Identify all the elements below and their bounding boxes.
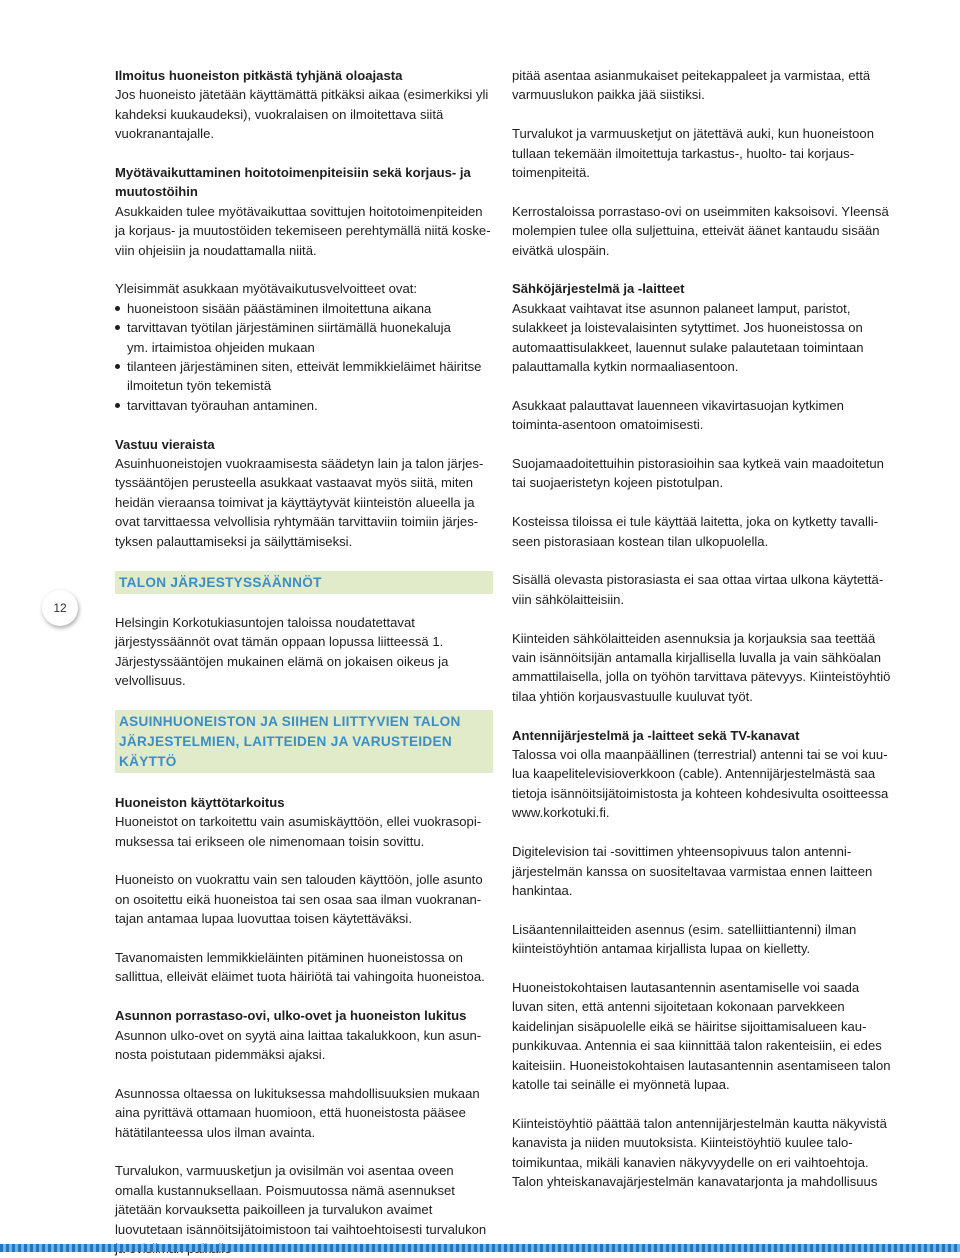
section-band-house-rules: TALON JÄRJESTYSSÄÄNNÖT [115,571,493,594]
section-electrical-system [512,279,892,376]
list-item [115,357,493,396]
paragraph: Asukkaat vaihtavat itse asunnon palaneet lamput, paristot, sulakkeet ja loistevalaisinten sytyttimet. Jos huoneistossa on automaattisulakkeet, lauennut sulake palautetaan toimintaan palauttamalla kytkin normaaliasentoon. [512,300,864,375]
section-maintenance-cooperation [115,163,493,260]
list-item-text: tarvittavan työtilan järjestäminen siirtämällä huonekaluja [127,320,451,336]
section-heading: Ilmoitus huoneiston pitkästä tyhjänä oloajasta [115,68,403,83]
section-heading: Vastuu vieraista [115,436,215,452]
paragraph: Tavanomaisten lemmikkieläinten pitäminen huoneistossa on sallittua, elleivät eläimet tuota häiriötä tai vahingoita huoneistoa. [115,949,485,985]
list-item-text: huoneistoon sisään päästäminen ilmoitettuna aikana [127,300,432,316]
list-item [115,299,493,318]
bullet-icon [115,325,120,330]
page-number-badge [42,590,78,626]
paragraph: Helsingin Korkotukiasuntojen taloissa noudatettavat järjestyssäännöt ovat tämän oppaan lopussa liitteessä 1. Järjestyssääntöjen mukainen elämä on jokaisen oikeus ja velvollisuus. [115,614,449,689]
bullet-icon [115,364,120,369]
obligations-intro: Yleisimmät asukkaan myötävaikutusvelvoitteet ovat: [115,281,418,297]
paragraph: pitää asentaa asianmukaiset peitekappaleet ja varmistaa, että varmuuslukon paikka jää siistiksi. [512,68,871,103]
left-column [115,66,493,1258]
section-heading: Sähköjärjestelmä ja -laitteet [512,281,685,297]
section-vacancy-notice [115,66,493,144]
paragraph: Asunnon ulko-ovet on syytä aina laittaa takalukkoon, kun asunnosta poistutaan pidemmäksi ajaksi. [115,1027,482,1062]
section-apartment-purpose [115,793,493,851]
section-heading: Myötävaikuttaminen hoitotoimenpiteisiin sekä korjaus- ja muutostöihin [115,165,471,200]
bullet-icon [115,403,120,408]
paragraph: Huoneistot on tarkoitettu vain asumiskäyttöön, ellei vuokrasopimuksessa tai erikseen ole nimenomaan toisin sovittu. [115,814,482,849]
paragraph: Asuinhuoneistojen vuokraamisesta säädetyn lain ja talon järjestyssääntöjen perusteella asukkaat vastaavat myös siitä, miten heidän vieraansa toimivat ja käyttäytyvät kiinteistön alueella ja ovat tarvittaessa velvollisia ryhtymään tarvittaviin toimiin järjestyksen palauttamiseksi ja säilyttämiseksi. [115,456,484,549]
paragraph: Kerrostaloissa porrastaso-ovi on useimmiten kaksoisovi. Yleensä molempien tulee olla suljettuina, etteivät äänet kantaudu sisään eivätkä ulospäin. [512,203,889,258]
bullet-icon [115,306,120,311]
section-band-apartment-use: ASUINHUONEISTON JA SIIHEN LIITTYVIEN TALON JÄRJESTELMIEN, LAITTEIDEN JA VARUSTEIDEN KÄYTTÖ [115,710,493,773]
paragraph: Asukkaat palauttavat lauenneen vikavirtasuojan kytkimen toiminta-asentoon omatoimisesti. [512,397,844,433]
right-column [512,66,892,1191]
footer-stripe [0,1244,960,1252]
paragraph: Turvalukon, varmuusketjun ja ovisilmän voi asentaa oveen omalla kustannuksellaan. Poismuutossa nämä asennukset jätetään korvauksetta paikoilleen ja turvalukon avaimet luovutetaan isännöitsijätoimistoon tai vaihtoehtoisesti turvalukon [115,1163,487,1237]
list-item [115,396,493,415]
paragraph: Kiinteiden sähkölaitteiden asennuksia ja korjauksia saa teettää vain isännöitsijän antamalla kirjallisella luvalla ja vain sähköalan ammattilaisella, jolla on työhön tarvittava pätevyys. Kiinteistöyhtiö tilaa yhtiön korjausvastuulle kuuluvat työt. [512,630,891,704]
list-item-continuation: ym. irtaimistoa ohjeiden mukaan [127,339,315,355]
section-heading: Antennijärjestelmä ja -laitteet sekä TV-kanavat [512,727,800,743]
section-heading: Asunnon porrastaso-ovi, ulko-ovet ja huoneiston lukitus [115,1008,467,1024]
section-guest-responsibility [115,435,493,551]
list-item-text: tarvittavan työrauhan antaminen. [127,397,318,413]
paragraph: Sisällä olevasta pistorasiasta ei saa ottaa virtaa ulkona käytettäviin sähkölaitteisiin. [512,572,884,607]
section-doors-and-locks [115,1006,493,1064]
section-heading: Huoneiston käyttötarkoitus [115,794,285,810]
paragraph: Asukkaiden tulee myötävaikuttaa sovittujen hoitotoimenpiteiden ja korjaus- ja muutostöiden tekemiseen perehtymällä niitä koskeviin ohjeisiin ja noudattamalla niitä. [115,203,491,258]
list-item [115,318,493,337]
paragraph: Kosteissa tiloissa ei tule käyttää laitetta, joka on kytketty tavalliseen pistorasiaan kostean tilan ulkopuolella. [512,514,879,549]
page-number: 12 [53,601,67,615]
paragraph: Jos huoneisto jätetään käyttämättä pitkäksi aikaa (esimerkiksi yli kahdeksi kuukaudeksi), vuokralaisen on ilmoitettava siitä vuokranantajalle. [115,87,489,142]
paragraph: Asunnossa oltaessa on lukituksessa mahdollisuuksien mukaan aina pyrittävä ottamaan huomioon, että huoneistosta pääsee hätätilanteessa ulos ilman avainta. [115,1085,480,1140]
paragraph: Lisäantennilaitteiden asennus (esim. satelliittiantenni) ilman kiinteistöyhtiön antamaa kirjallista lupaa on kielletty. [512,921,857,957]
paragraph: Digitelevision tai -sovittimen yhteensopivuus talon antennijärjestelmän kanssa on suositeltavaa varmistaa ennen laitteen hankintaa. [512,844,873,898]
paragraph: Huoneisto on vuokrattu vain sen talouden käyttöön, jolle asunto on osoitettu eikä huoneistoa tai sen osaa saa ilman vuokranantajan antamaa lupaa luovuttaa toisen käytettäväksi. [115,872,483,927]
paragraph: Kiinteistöyhtiö päättää talon antennijärjestelmän kautta näkyvistä kanavista ja niiden muutoksista. Kiinteistöyhtiö kuulee talotoimikuntaa, mikäli kanavien näkyvyydelle on eri vaihtoehtoja. Talon yhteiskanavajärjestelmän kanavatarjonta ja mahdollisuus [512,1115,887,1189]
paragraph: Talossa voi olla maanpäällinen (terrestrial) antenni tai se voi kuulua kaapelitelevisioverkkoon (cable). Antennijärjestelmästä saa tietoja isännöitsijätoimistosta ja kohteen kohdesivulta osoitteessa www.korkotuki.fi. [512,747,889,821]
paragraph: Suojamaadoitettuihin pistorasioihin saa kytkeä vain maadoitetun tai suojaeristetyn kojeen pistotulpan. [512,456,884,491]
paragraph: Turvalukot ja varmuusketjut on jätettävä auki, kun huoneistoon tullaan tekemään ilmoitettuja tarkastus-, huolto- tai korjaustoimenpiteitä. [512,126,874,181]
list-item-text: tilanteen järjestäminen siten, etteivät lemmikkieläimet häiritse ilmoitetun työn tekemistä [127,359,482,394]
section-antenna-system [512,726,892,823]
paragraph: Huoneistokohtaisen lautasantennin asentamiselle voi saada luvan siten, että antenni sijoitetaan kokonaan parvekkeen kaidelinjan sisäpuolelle eikä se häiritse sijoittamisalueen kaupunkikuvaa. Antenniа ei saa kiinnittää talon rakenteisiin, ei edes kaiteisiin. Huoneistokohtaisen lautasantennin asentamiseen talon katolle tai seinälle ei myönnetä lupaa. [512,979,891,1092]
obligations-list [115,299,493,415]
